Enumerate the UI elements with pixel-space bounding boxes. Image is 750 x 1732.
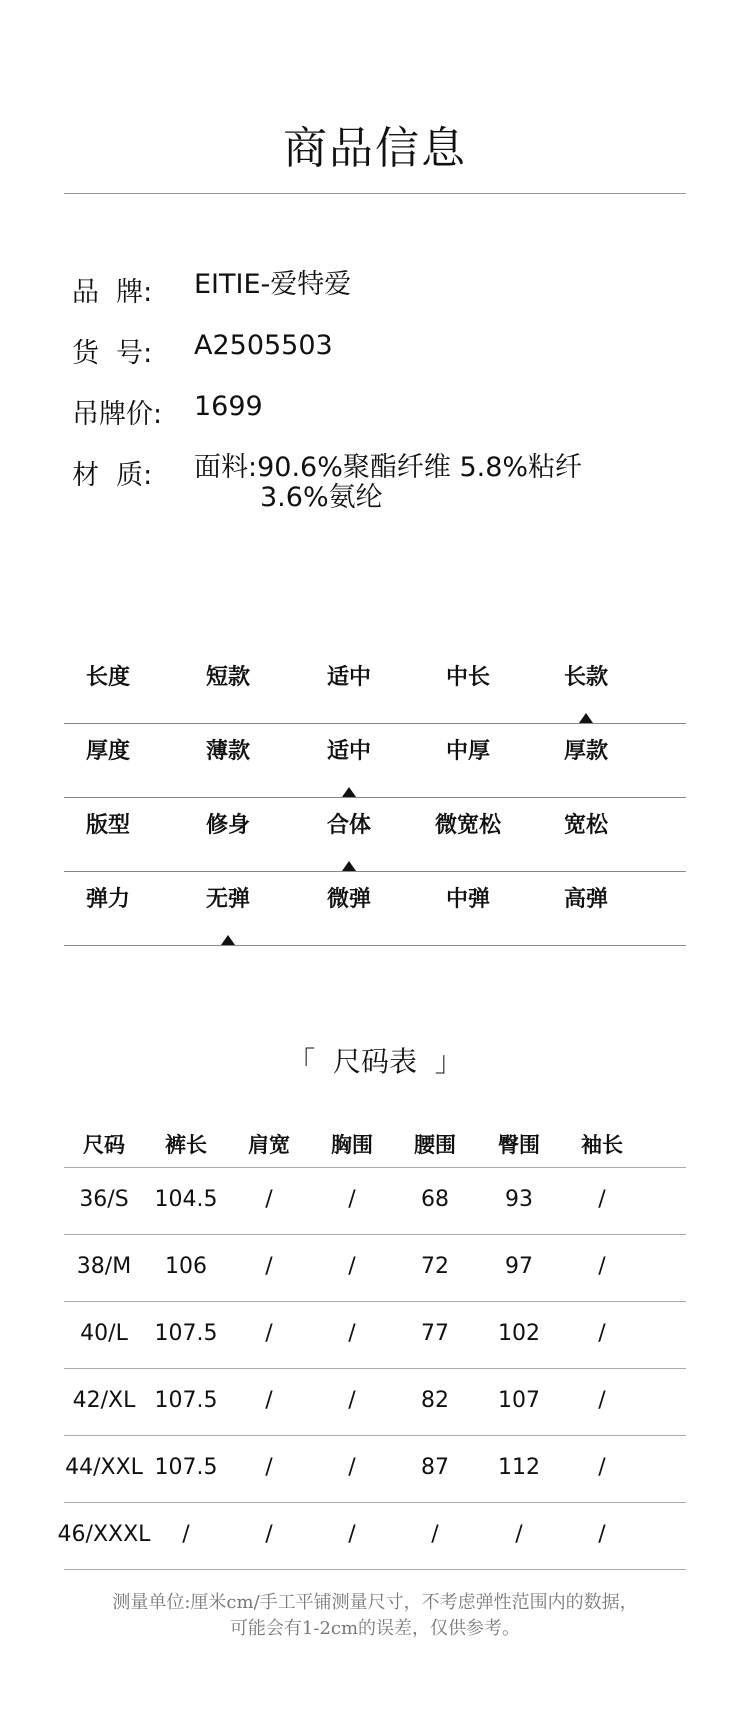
table-cell: 68	[421, 1187, 449, 1212]
table-cell: 72	[421, 1254, 449, 1279]
tag-price-label: 吊牌价:	[72, 399, 163, 430]
table-cell: 36/S	[79, 1187, 129, 1212]
table-cell: /	[348, 1455, 356, 1480]
attribute-name: 弹力	[85, 887, 130, 912]
table-cell: 112	[498, 1455, 540, 1480]
item-no-value: A2505503	[194, 330, 333, 361]
table-cell: 107.5	[154, 1455, 218, 1480]
attribute-name: 版型	[85, 813, 130, 838]
selected-marker-icon	[342, 787, 356, 797]
info-row-brand	[72, 270, 692, 331]
table-cell: 46/XXXL	[57, 1522, 151, 1547]
table-cell: /	[431, 1522, 439, 1547]
measurement-note-line1: 测量单位:厘米cm/手工平铺测量尺寸，不考虑弹性范围内的数据，	[112, 1592, 638, 1613]
table-row	[64, 1302, 686, 1369]
attribute-name: 长度	[85, 665, 130, 690]
table-cell: /	[265, 1254, 273, 1279]
table-cell: /	[348, 1388, 356, 1413]
table-cell: 82	[421, 1388, 449, 1413]
material-value	[194, 453, 694, 513]
attribute-option: 微宽松	[434, 813, 501, 838]
brand-label: 品 牌:	[72, 277, 153, 308]
attribute-scale-table	[64, 650, 686, 946]
table-cell: 40/L	[80, 1321, 128, 1346]
attribute-option: 修身	[205, 813, 250, 838]
table-cell: /	[598, 1254, 606, 1279]
table-cell: 107.5	[154, 1388, 218, 1413]
attribute-option: 中长	[445, 665, 490, 690]
info-row-tag-price	[72, 392, 692, 453]
size-table-header-cell: 胸围	[331, 1133, 373, 1157]
table-cell: 77	[421, 1321, 449, 1346]
size-table-header-cell: 肩宽	[248, 1133, 290, 1157]
table-row	[57, 1503, 686, 1570]
attribute-option: 合体	[326, 813, 371, 838]
selected-marker-icon	[342, 861, 356, 871]
attribute-option: 薄款	[205, 739, 250, 764]
table-cell: /	[348, 1187, 356, 1212]
size-table-header-cell: 尺码	[83, 1133, 125, 1157]
table-cell: 97	[505, 1254, 533, 1279]
table-cell: 38/M	[76, 1254, 132, 1279]
table-cell: 107	[498, 1388, 540, 1413]
table-row	[64, 1369, 686, 1436]
product-info	[72, 270, 692, 514]
table-cell: /	[348, 1321, 356, 1346]
attribute-row	[64, 650, 686, 724]
table-cell: 102	[498, 1321, 540, 1346]
tag-price-value: 1699	[194, 391, 263, 422]
size-chart-table	[57, 1115, 686, 1570]
table-cell: /	[265, 1388, 273, 1413]
attribute-row	[64, 872, 686, 946]
attribute-option: 中弹	[445, 887, 490, 912]
table-row	[64, 1235, 686, 1302]
attribute-option: 无弹	[205, 887, 250, 912]
attribute-option: 中厚	[445, 739, 490, 764]
table-cell: /	[598, 1388, 606, 1413]
material-value-line1: 面料:90.6%聚酯纤维 5.8%粘纤	[194, 452, 583, 483]
table-cell: 104.5	[154, 1187, 218, 1212]
table-cell: 107.5	[154, 1321, 218, 1346]
attribute-option: 微弹	[326, 887, 371, 912]
attribute-option: 高弹	[563, 887, 608, 912]
table-cell: /	[598, 1455, 606, 1480]
attribute-row	[64, 724, 686, 798]
table-cell: 87	[421, 1455, 449, 1480]
table-cell: /	[182, 1522, 190, 1547]
size-table-header-cell: 袖长	[581, 1133, 623, 1157]
size-table-header-cell: 腰围	[414, 1133, 456, 1157]
attribute-option: 长款	[563, 665, 608, 690]
attribute-row	[64, 798, 686, 872]
page-title: 商品信息	[283, 123, 467, 174]
material-value-line2: 3.6%氨纶	[260, 482, 383, 513]
table-cell: /	[598, 1187, 606, 1212]
material-label: 材 质:	[72, 460, 153, 491]
table-cell: 106	[165, 1254, 207, 1279]
attribute-option: 适中	[326, 739, 371, 764]
measurement-note	[0, 1590, 750, 1642]
table-row	[64, 1436, 686, 1503]
attribute-option: 厚款	[563, 739, 608, 764]
table-cell: /	[265, 1187, 273, 1212]
attribute-option: 短款	[205, 665, 250, 690]
selected-marker-icon	[221, 935, 235, 945]
table-cell: 44/XXL	[65, 1455, 143, 1480]
size-table-header-cell: 裤长	[165, 1133, 207, 1157]
table-cell: /	[265, 1522, 273, 1547]
info-row-item-no	[72, 331, 692, 392]
brand-value: EITIE-爱特爱	[194, 269, 352, 300]
attribute-option: 宽松	[563, 813, 608, 838]
item-no-label: 货 号:	[72, 338, 153, 369]
selected-marker-icon	[579, 713, 593, 723]
table-cell: /	[348, 1254, 356, 1279]
info-row-material	[72, 453, 692, 514]
table-cell: /	[598, 1522, 606, 1547]
table-cell: 93	[505, 1187, 533, 1212]
table-cell: /	[348, 1522, 356, 1547]
size-table-header	[64, 1115, 686, 1168]
table-cell: 42/XL	[72, 1388, 136, 1413]
table-cell: /	[265, 1455, 273, 1480]
table-row	[64, 1168, 686, 1235]
attribute-option: 适中	[326, 665, 371, 690]
measurement-note-line2: 可能会有1-2cm的误差，仅供参考。	[229, 1618, 521, 1639]
table-cell: /	[598, 1321, 606, 1346]
size-chart-title: 「 尺码表 」	[287, 1045, 463, 1078]
table-cell: /	[515, 1522, 523, 1547]
attribute-name: 厚度	[85, 739, 130, 764]
table-cell: /	[265, 1321, 273, 1346]
size-table-header-cell: 臀围	[498, 1133, 540, 1157]
title-divider	[64, 193, 686, 194]
